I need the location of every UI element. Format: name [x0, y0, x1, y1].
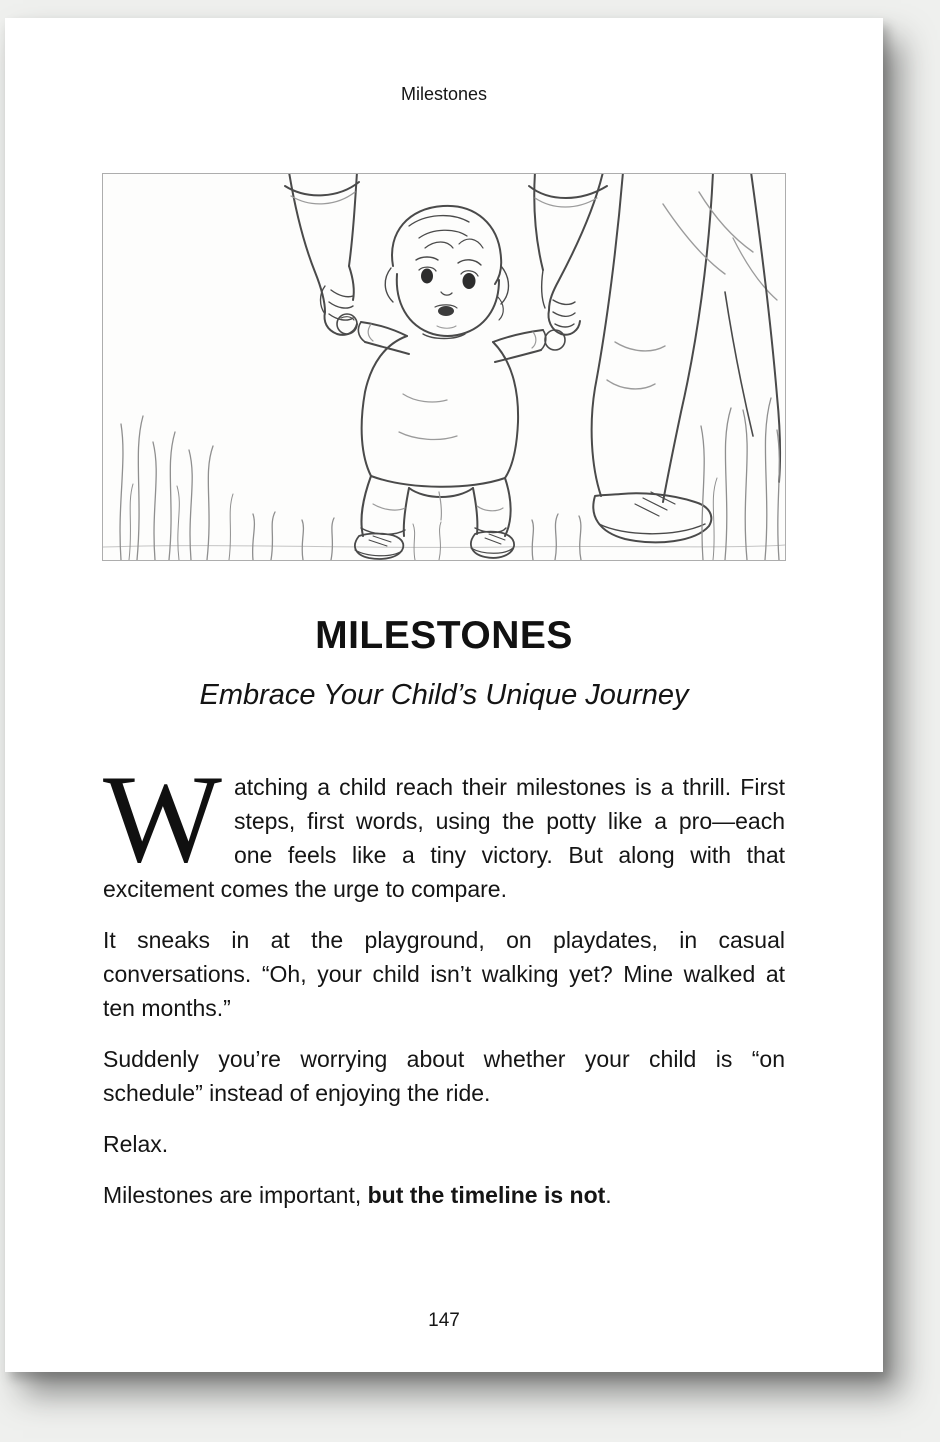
paragraph-5-bold: but the timeline is not [367, 1182, 606, 1208]
paragraph-2: It sneaks in at the playground, on playdates, in casual conversations. “Oh, your child isn’t walking yet? Mine walked at ten months.” [103, 927, 785, 1021]
running-head: Milestones [400, 84, 488, 104]
paragraph-3: Suddenly you’re worrying about whether your child is “on schedule” instead of enjoying the ride. [103, 1046, 785, 1106]
toddler-walking-illustration-icon [103, 174, 785, 560]
page-number: 147 [428, 1310, 460, 1331]
drop-cap: W [103, 750, 222, 889]
paragraph-5-period: . [605, 1182, 612, 1208]
illustration-frame [102, 173, 786, 561]
paragraph-4: Relax. [103, 1131, 169, 1157]
paragraph-1 [103, 750, 785, 906]
paragraph-5-normal: Milestones are important, [103, 1182, 368, 1208]
chapter-subtitle: Embrace Your Child’s Unique Journey [199, 679, 689, 711]
paragraph-5 [103, 1178, 785, 1212]
body-text [103, 750, 785, 1212]
book-page [5, 18, 883, 1372]
chapter-title: MILESTONES [315, 614, 573, 657]
paragraph-1-text: atching a child reach their milestones is a thrill. First steps, first words, using the potty like a pro—each one feels like a tiny victory. But along with that excitement comes the urge to compare. [103, 774, 785, 902]
